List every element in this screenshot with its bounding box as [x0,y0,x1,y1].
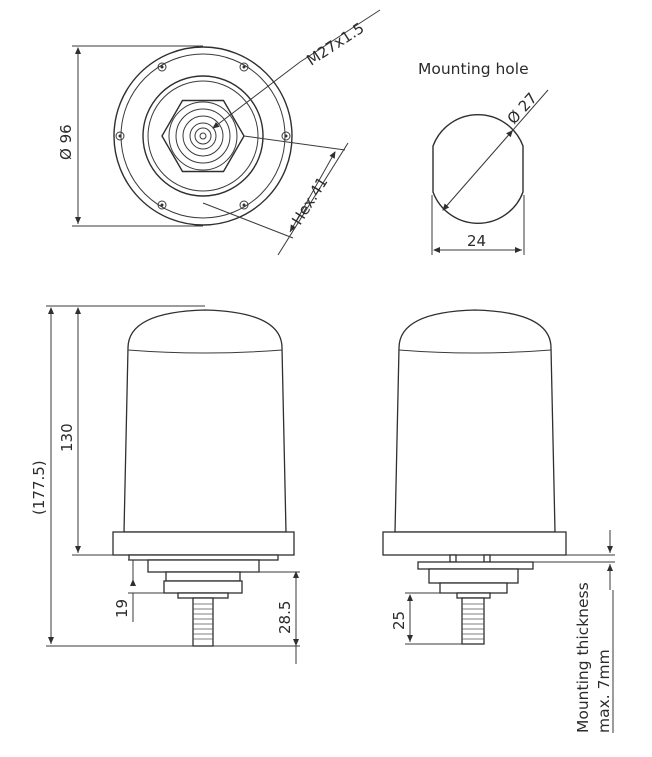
dim-19: 19 [113,598,131,618]
dim-hex: Hex.41 [288,173,332,229]
dim-outer-diameter: Ø 96 [57,124,75,160]
dim-overall-height: (177.5) [30,460,48,515]
mounting-thickness-line1: Mounting thickness [574,582,592,733]
hex-nut-outline [162,101,244,172]
screw-holes [116,63,290,209]
dim-body-height: 130 [58,423,76,452]
dim-25: 25 [390,610,408,630]
side-view-left [46,306,300,664]
dim-28-5: 28.5 [276,600,294,634]
mounting-hole-label: Mounting hole [418,60,529,78]
mounting-hole-outline [433,115,523,224]
mounting-thickness-line2: max. 7mm [595,649,613,733]
mounting-hole-view [432,90,548,255]
dim-hole-diameter: Ø 27 [503,89,541,128]
dim-thread: M27x1.5 [303,18,368,70]
dim-hole-width: 24 [467,232,487,250]
